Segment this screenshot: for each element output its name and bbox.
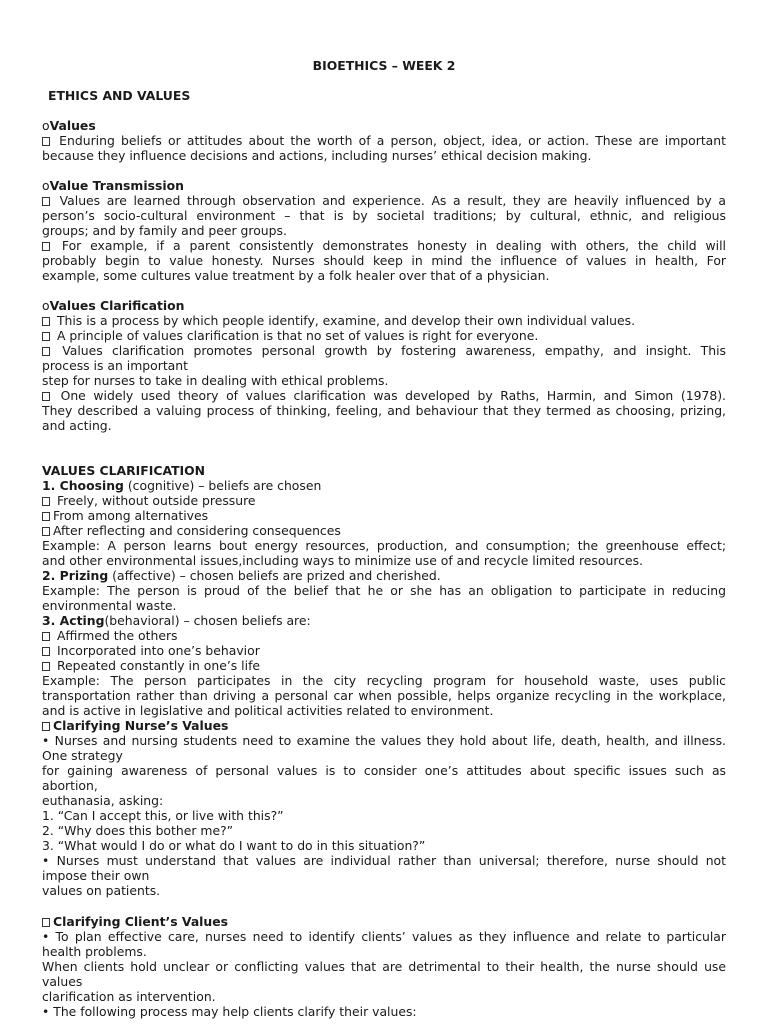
- clarification-line-3: Values clarification promotes personal growth by fostering awareness, empathy, and insight. This: [42, 343, 726, 358]
- values-section: [42, 118, 726, 163]
- checkbox-icon: [42, 722, 50, 731]
- doc-title: BIOETHICS – WEEK 2: [312, 58, 456, 73]
- nurse-line-5: euthanasia, asking:: [42, 793, 164, 808]
- transmission-line-4: For example, if a parent consistently demonstrates honesty in dealing with others, the child will: [42, 238, 726, 253]
- vc-acting-example-3: and is active in legislative and political activities related to environment.: [42, 703, 494, 718]
- client-line-2: health problems.: [42, 944, 147, 959]
- transmission-line-1: Values are learned through observation and experience. As a result, they are heavily influenced by a: [42, 193, 726, 208]
- vc-acting-item-1: Affirmed the others: [42, 628, 726, 643]
- nurse-label-line: [42, 718, 726, 733]
- checkbox-icon: [42, 137, 50, 146]
- vc-prizing: 2. Prizing (affective) – chosen beliefs are prized and cherished.: [42, 568, 441, 583]
- vc-acting: 3. Acting(behavioral) – chosen beliefs are:: [42, 613, 311, 628]
- vc-prizing-example-2: environmental waste.: [42, 598, 177, 613]
- checkbox-icon: [42, 527, 50, 536]
- transmission-line-6: example, some cultures value treatment by a folk healer over that of a physician.: [42, 268, 550, 283]
- checkbox-icon: [42, 392, 50, 401]
- client-line-4: values: [42, 974, 83, 989]
- nurse-line-2: One strategy: [42, 748, 123, 763]
- vc-choosing-item-3: After reflecting and considering consequences: [42, 523, 726, 538]
- values-label-line: oValues: [42, 118, 96, 133]
- nurse-line-10: impose their own: [42, 868, 150, 883]
- nurse-line-11: values on patients.: [42, 883, 161, 898]
- nurse-line-8: 3. “What would I do or what do I want to do in this situation?”: [42, 838, 426, 853]
- checkbox-icon: [42, 332, 50, 341]
- vc-choosing: 1. Choosing (cognitive) – beliefs are chosen: [42, 478, 322, 493]
- checkbox-icon: [42, 242, 50, 251]
- client-line-3: When clients hold unclear or conflicting values that are detrimental to their health, the nurse should use: [42, 959, 726, 974]
- vc-acting-item-3: Repeated constantly in one’s life: [42, 658, 726, 673]
- checkbox-icon: [42, 347, 50, 356]
- clarification-line-6: One widely used theory of values clarification was developed by Raths, Harmin, and Simon (1978).: [42, 388, 726, 403]
- vc-prizing-example-1: Example: The person is proud of the belief that he or she has an obligation to participate in reducing: [42, 583, 726, 598]
- nurse-line-6: 1. “Can I accept this, or live with this?”: [42, 808, 284, 823]
- clarification-line-8: and acting.: [42, 418, 112, 433]
- checkbox-icon: [42, 512, 50, 521]
- checkbox-icon: [42, 497, 50, 506]
- vc-acting-example-2: transportation rather than driving a personal car when possible, helps organize recycling in the workplace,: [42, 688, 726, 703]
- vc-heading: VALUES CLARIFICATION: [42, 463, 206, 478]
- clarification-line-4: process is an important: [42, 358, 188, 373]
- client-line-1: • To plan effective care, nurses need to identify clients’ values as they influence and relate to particular: [42, 929, 726, 944]
- nurse-line-1: • Nurses and nursing students need to examine the values they hold about life, death, health, and illness.: [42, 733, 726, 748]
- checkbox-icon: [42, 647, 50, 656]
- checkbox-icon: [42, 918, 50, 927]
- checkbox-icon: [42, 317, 50, 326]
- client-line-5: clarification as intervention.: [42, 989, 216, 1004]
- vc-choosing-item-1: Freely, without outside pressure: [42, 493, 726, 508]
- nurse-line-3: for gaining awareness of personal values is to consider one’s attitudes about specific issues such as: [42, 763, 726, 778]
- transmission-section: [42, 178, 726, 283]
- client-line-6: • The following process may help clients clarify their values:: [42, 1004, 417, 1019]
- vc-choosing-example-1: Example: A person learns bout energy resources, production, and consumption; the greenhouse effect;: [42, 538, 726, 553]
- values-line-1: Enduring beliefs or attitudes about the worth of a person, object, idea, or action. These are important: [42, 133, 726, 148]
- transmission-line-3: groups; and by family and peer groups.: [42, 223, 287, 238]
- vc-section: [42, 463, 726, 718]
- vc-choosing-example-2: and other environmental issues,including ways to minimize use of and recycle limited resources.: [42, 553, 643, 568]
- nurse-line-9: • Nurses must understand that values are individual rather than universal; therefore, nurse should not: [42, 853, 726, 868]
- clarification-section: [42, 298, 726, 433]
- nurse-label: Clarifying Nurse’s Values: [53, 718, 229, 733]
- client-section: [42, 914, 726, 1019]
- nurse-section: [42, 718, 726, 898]
- clarification-label: Values Clarification: [49, 298, 185, 313]
- vc-acting-example-1: Example: The person participates in the city recycling program for household waste, uses public: [42, 673, 726, 688]
- clarification-line-5: step for nurses to take in dealing with ethical problems.: [42, 373, 389, 388]
- checkbox-icon: [42, 632, 50, 641]
- client-label-line: [42, 914, 726, 929]
- transmission-line-5: probably begin to value honesty. Nurses should keep in mind the influence of values in health, For: [42, 253, 726, 268]
- transmission-label-line: oValue Transmission: [42, 178, 184, 193]
- transmission-label: Value Transmission: [49, 178, 184, 193]
- section-heading: ETHICS AND VALUES: [48, 88, 191, 103]
- values-label: Values: [49, 118, 96, 133]
- client-label: Clarifying Client’s Values: [53, 914, 229, 929]
- nurse-line-7: 2. “Why does this bother me?”: [42, 823, 234, 838]
- vc-acting-item-2: Incorporated into one’s behavior: [42, 643, 726, 658]
- clarification-line-7: They described a valuing process of thinking, feeling, and behaviour that they termed as choosing, prizing,: [42, 403, 726, 418]
- clarification-line-1: This is a process by which people identify, examine, and develop their own individual values.: [42, 313, 726, 328]
- vc-choosing-item-2: From among alternatives: [42, 508, 726, 523]
- checkbox-icon: [42, 197, 50, 206]
- clarification-label-line: oValues Clarification: [42, 298, 185, 313]
- checkbox-icon: [42, 662, 50, 671]
- nurse-line-4: abortion,: [42, 778, 98, 793]
- values-line-2: because they influence decisions and actions, including nurses’ ethical decision making.: [42, 148, 592, 163]
- transmission-line-2: person’s socio-cultural environment – that is by societal traditions; by cultural, ethnic, and religious: [42, 208, 726, 223]
- clarification-line-2: A principle of values clarification is that no set of values is right for everyone.: [42, 328, 726, 343]
